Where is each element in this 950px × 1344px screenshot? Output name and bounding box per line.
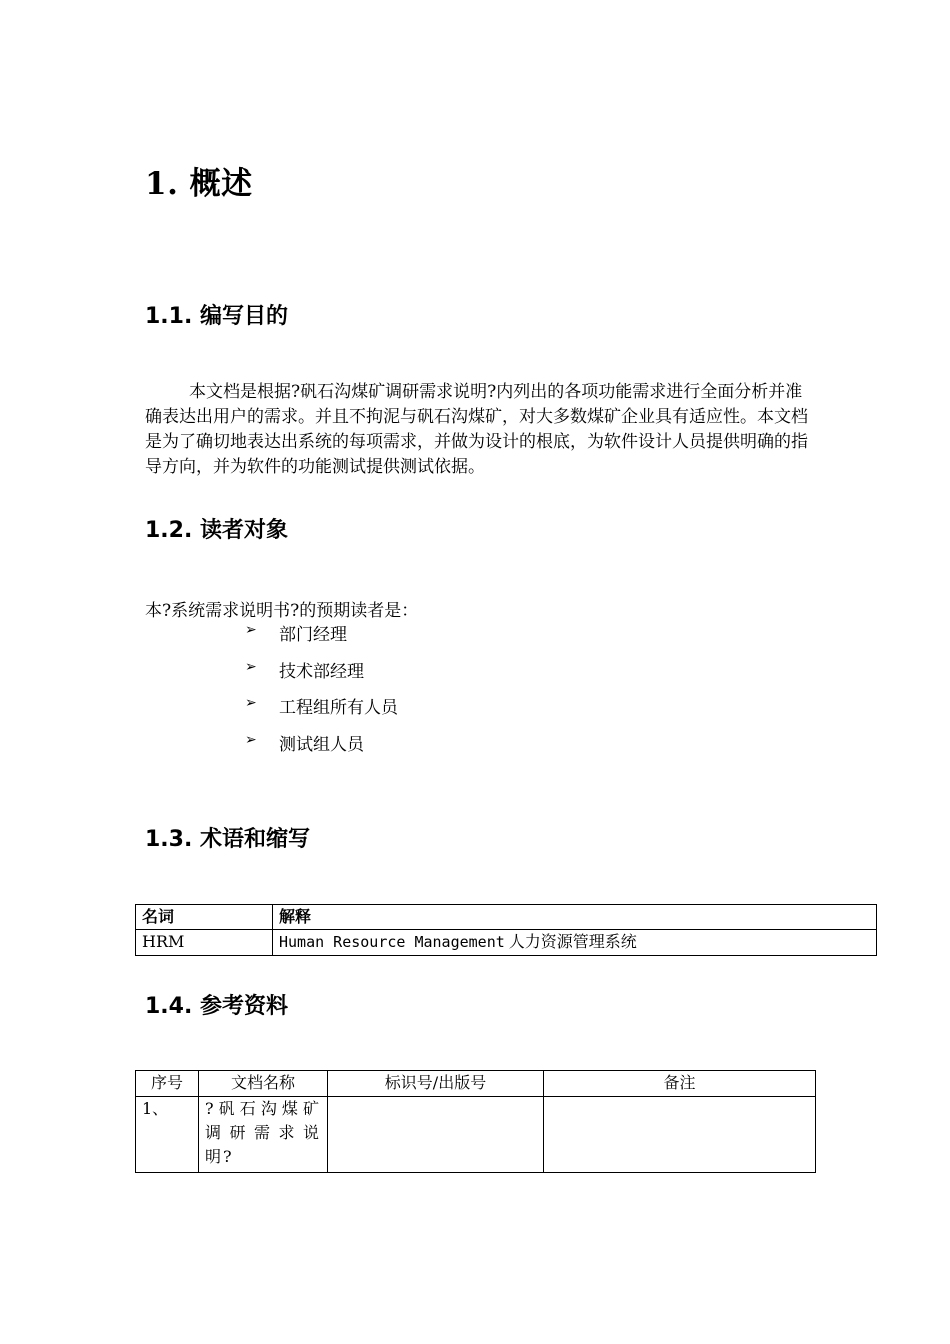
purpose-text: 本文档是根据?矾石沟煤矿调研需求说明?内列出的各项功能需求进行全面分析并准确表达出用户的需求。并且不拘泥与矾石沟煤矿，对大多数煤矿企业具有适应性。本文档是为了确切地表达出系统的每项需求，并做为设计的根底，为软件设计人员提供明确的指导方向，并为软件的功能测试提供测试依据。 xyxy=(145,382,808,477)
table-row xyxy=(136,930,877,956)
readers-list xyxy=(245,620,398,766)
header-cell-explain: 解释 xyxy=(273,905,877,930)
list-item: ➢ 工程组所有人员 xyxy=(245,695,398,718)
terms-table xyxy=(135,904,877,956)
header-cell-id: 标识号/出版号 xyxy=(328,1071,544,1097)
header-cell-name: 文档名称 xyxy=(199,1071,328,1097)
arrow-bullet-icon: ➢ xyxy=(245,658,257,675)
table-header-row xyxy=(136,1071,816,1097)
cell-name: ?矾石沟煤矿调研需求说明? xyxy=(199,1097,328,1173)
list-item: ➢ 技术部经理 xyxy=(245,658,364,682)
term-cell: HRM xyxy=(136,930,273,956)
cell-no: 1、 xyxy=(136,1097,199,1173)
list-item: ➢ 测试组人员 xyxy=(245,731,364,755)
explain-en: Human Resource Management xyxy=(279,933,505,951)
table-header-row xyxy=(136,905,877,930)
cell-id xyxy=(328,1097,544,1173)
heading-purpose: 1.1. 编写目的 xyxy=(145,304,288,329)
arrow-bullet-icon: ➢ xyxy=(245,622,257,638)
table-row xyxy=(136,1097,816,1173)
explain-cn: 人力资源管理系统 xyxy=(508,932,637,951)
heading-terms: 1.3. 术语和缩写 xyxy=(145,827,310,852)
header-cell-note: 备注 xyxy=(544,1071,816,1097)
explain-cell xyxy=(273,930,877,956)
cell-note xyxy=(544,1097,816,1173)
heading-references: 1.4. 参考资料 xyxy=(145,994,288,1019)
header-cell-no: 序号 xyxy=(136,1071,199,1097)
purpose-paragraph xyxy=(145,380,810,480)
readers-intro: 本?系统需求说明书?的预期读者是： xyxy=(145,601,419,621)
references-table xyxy=(135,1070,816,1173)
arrow-bullet-icon: ➢ xyxy=(245,731,257,748)
heading-readers: 1.2. 读者对象 xyxy=(145,518,288,543)
header-cell-term: 名词 xyxy=(136,905,273,930)
arrow-bullet-icon: ➢ xyxy=(245,695,257,711)
heading-overview: 1. 概述 xyxy=(145,166,253,202)
list-item: ➢ 部门经理 xyxy=(245,622,347,645)
